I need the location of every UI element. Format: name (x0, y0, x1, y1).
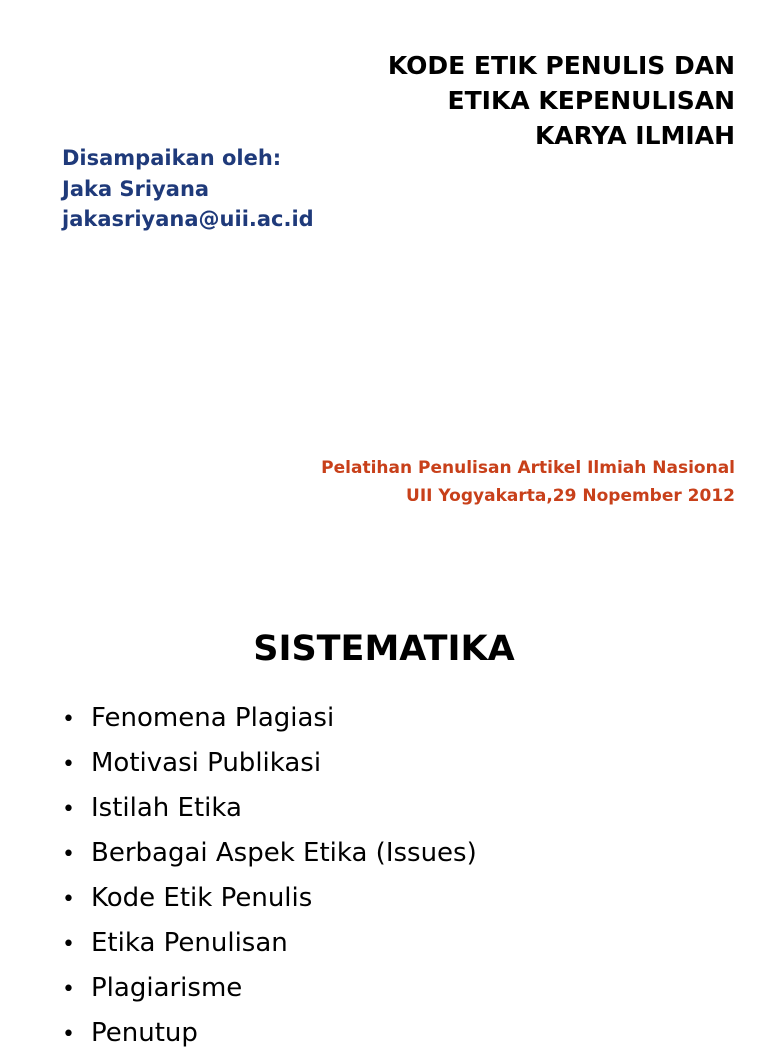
presenter-info (62, 143, 314, 235)
bullet-icon: • (62, 752, 75, 777)
list-item-label: Kode Etik Penulis (91, 883, 313, 913)
outline-heading: SISTEMATIKA (253, 629, 515, 669)
list-item (62, 696, 477, 741)
list-item-label: Plagiarisme (91, 973, 243, 1003)
list-item-label: Etika Penulisan (91, 928, 288, 958)
list-item (62, 831, 477, 876)
bullet-icon: • (62, 887, 75, 912)
list-item (62, 786, 477, 831)
presenter-email: jakasriyana@uii.ac.id (62, 207, 314, 231)
presenter-name: Jaka Sriyana (62, 176, 210, 201)
title-line-3: KARYA ILMIAH (534, 121, 735, 150)
bullet-icon: • (62, 932, 75, 957)
bullet-icon: • (62, 977, 75, 1002)
presenter-label: Disampaikan oleh: (62, 146, 282, 170)
event-place-date: UII Yogyakarta,29 Nopember 2012 (406, 486, 735, 506)
bullet-icon: • (62, 842, 75, 867)
list-item-label: Fenomena Plagiasi (91, 703, 335, 733)
title-line-1: KODE ETIK PENULIS DAN (387, 51, 735, 80)
list-item (62, 876, 477, 921)
event-name: Pelatihan Penulisan Artikel Ilmiah Nasional (321, 458, 735, 478)
list-item (62, 921, 477, 966)
list-item-label: Istilah Etika (91, 793, 242, 823)
list-item-label: Berbagai Aspek Etika (Issues) (91, 838, 477, 868)
outline-slide (0, 576, 768, 1048)
presentation-title (388, 48, 735, 153)
event-info (321, 454, 735, 510)
list-item (62, 1011, 477, 1056)
bullet-icon: • (62, 707, 75, 732)
bullet-icon: • (62, 797, 75, 822)
bullet-icon: • (62, 1022, 75, 1047)
title-line-2: ETIKA KEPENULISAN (447, 86, 735, 115)
list-item (62, 741, 477, 786)
list-item (62, 966, 477, 1011)
outline-list (62, 696, 477, 1056)
list-item-label: Motivasi Publikasi (91, 748, 322, 778)
list-item-label: Penutup (91, 1018, 198, 1048)
